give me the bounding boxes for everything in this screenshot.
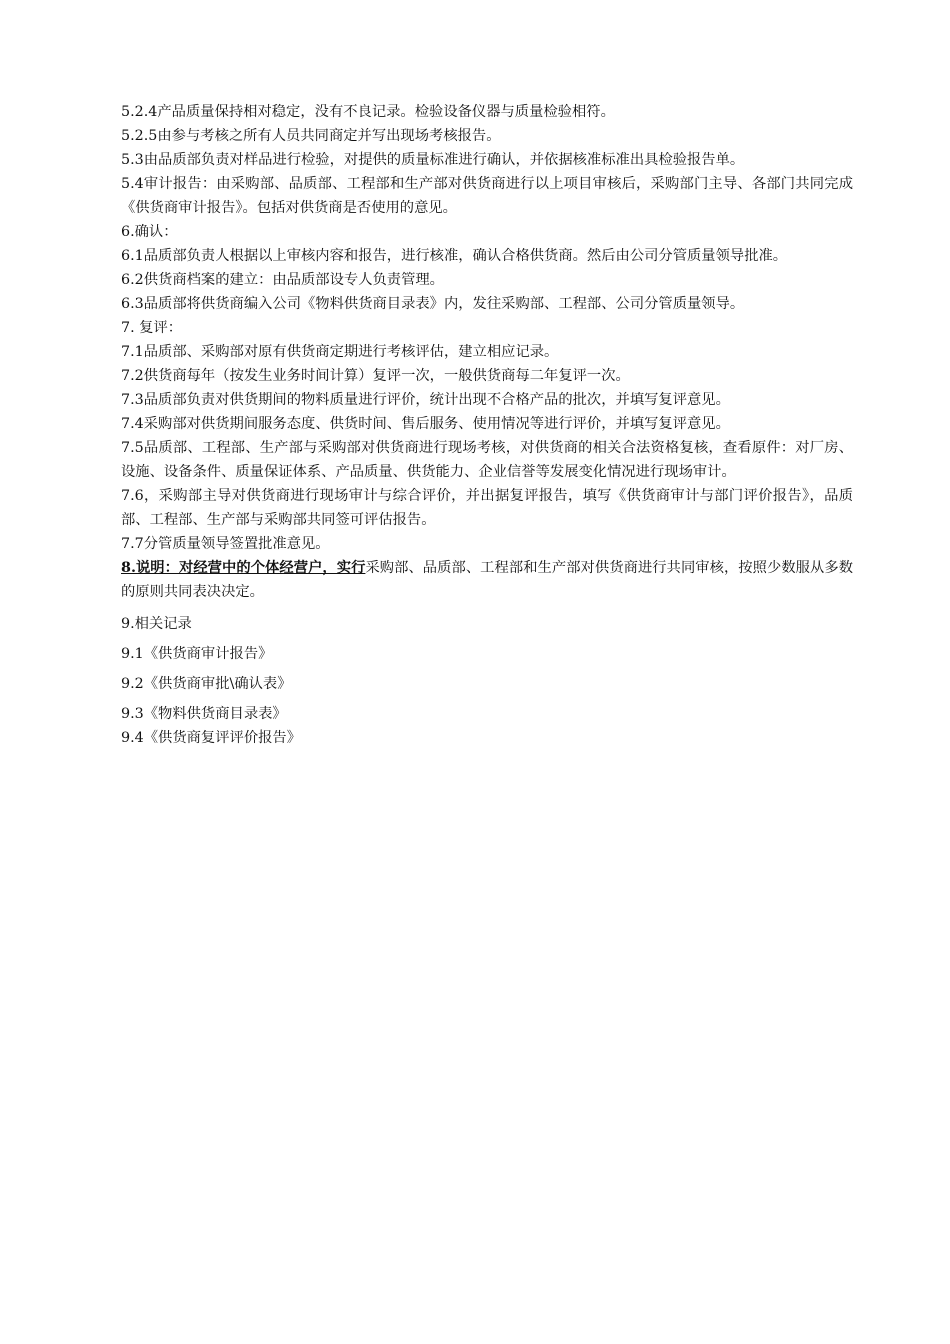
record-item-9-2: 9.2《供货商审批\确认表》 bbox=[121, 676, 292, 692]
record-item-9-4: 9.4《供货商复评评价报告》 bbox=[121, 730, 302, 746]
paragraph-6-3: 6.3品质部将供货商编入公司《物料供货商目录表》内，发往采购部、工程部、公司分管质量领导。 bbox=[121, 296, 745, 312]
paragraph-5-2-5: 5.2.5由参与考核之所有人员共同商定并写出现场考核报告。 bbox=[121, 128, 501, 144]
paragraph-7-4: 7.4采购部对供货期间服务态度、供货时间、售后服务、使用情况等进行评价，并填写复评意见。 bbox=[121, 416, 730, 432]
section-heading-9: 9.相关记录 bbox=[121, 616, 192, 632]
paragraph-7-3: 7.3品质部负责对供货期间的物料质量进行评价，统计出现不合格产品的批次，并填写复评意见。 bbox=[121, 392, 730, 408]
record-item-9-3: 9.3《物料供货商目录表》 bbox=[121, 706, 287, 722]
paragraph-5-2-4: 5.2.4产品质量保持相对稳定，没有不良记录。检验设备仪器与质量检验相符。 bbox=[121, 104, 615, 120]
paragraph-7-7: 7.7分管质量领导签置批准意见。 bbox=[121, 536, 330, 552]
section-heading-6: 6.确认： bbox=[121, 224, 178, 240]
record-item-9-1: 9.1《供货商审计报告》 bbox=[121, 646, 273, 662]
paragraph-5-3: 5.3由品质部负责对样品进行检验，对提供的质量标准进行确认，并依据核准标准出具检验报告单。 bbox=[121, 152, 745, 168]
paragraph-7-2: 7.2供货商每年（按发生业务时间计算）复评一次，一般供货商每二年复评一次。 bbox=[121, 368, 630, 384]
section-heading-8: 8.说明：对经营中的个体经营户，实行 bbox=[121, 560, 366, 576]
paragraph-5-4: 5.4审计报告：由采购部、品质部、工程部和生产部对供货商进行以上项目审核后，采购部门主导、各部门共同完成《供货商审计报告》。包括对供货商是否使用的意见。 bbox=[121, 176, 853, 216]
paragraph-6-2: 6.2供货商档案的建立：由品质部设专人负责管理。 bbox=[121, 272, 444, 288]
paragraph-7-6: 7.6，采购部主导对供货商进行现场审计与综合评价，并出据复评报告，填写《供货商审计与部门评价报告》，品质部、工程部、生产部与采购部共同签可评估报告。 bbox=[121, 488, 853, 528]
paragraph-8-body: 采购部、品质部、工程部和生产部对供货商进行共同审核，按照少数服从多数的原则共同表决决定。 bbox=[121, 560, 853, 600]
document-body bbox=[121, 100, 853, 750]
paragraph-8 bbox=[121, 556, 853, 604]
paragraph-7-5: 7.5品质部、工程部、生产部与采购部对供货商进行现场考核，对供货商的相关合法资格复核，查看原件：对厂房、设施、设备条件、质量保证体系、产品质量、供货能力、企业信誉等发展变化情况进行现场审计。 bbox=[121, 440, 853, 480]
paragraph-7-1: 7.1品质部、采购部对原有供货商定期进行考核评估，建立相应记录。 bbox=[121, 344, 559, 360]
paragraph-6-1: 6.1品质部负责人根据以上审核内容和报告，进行核准，确认合格供货商。然后由公司分管质量领导批准。 bbox=[121, 248, 788, 264]
section-heading-7: 7. 复评： bbox=[121, 320, 183, 336]
